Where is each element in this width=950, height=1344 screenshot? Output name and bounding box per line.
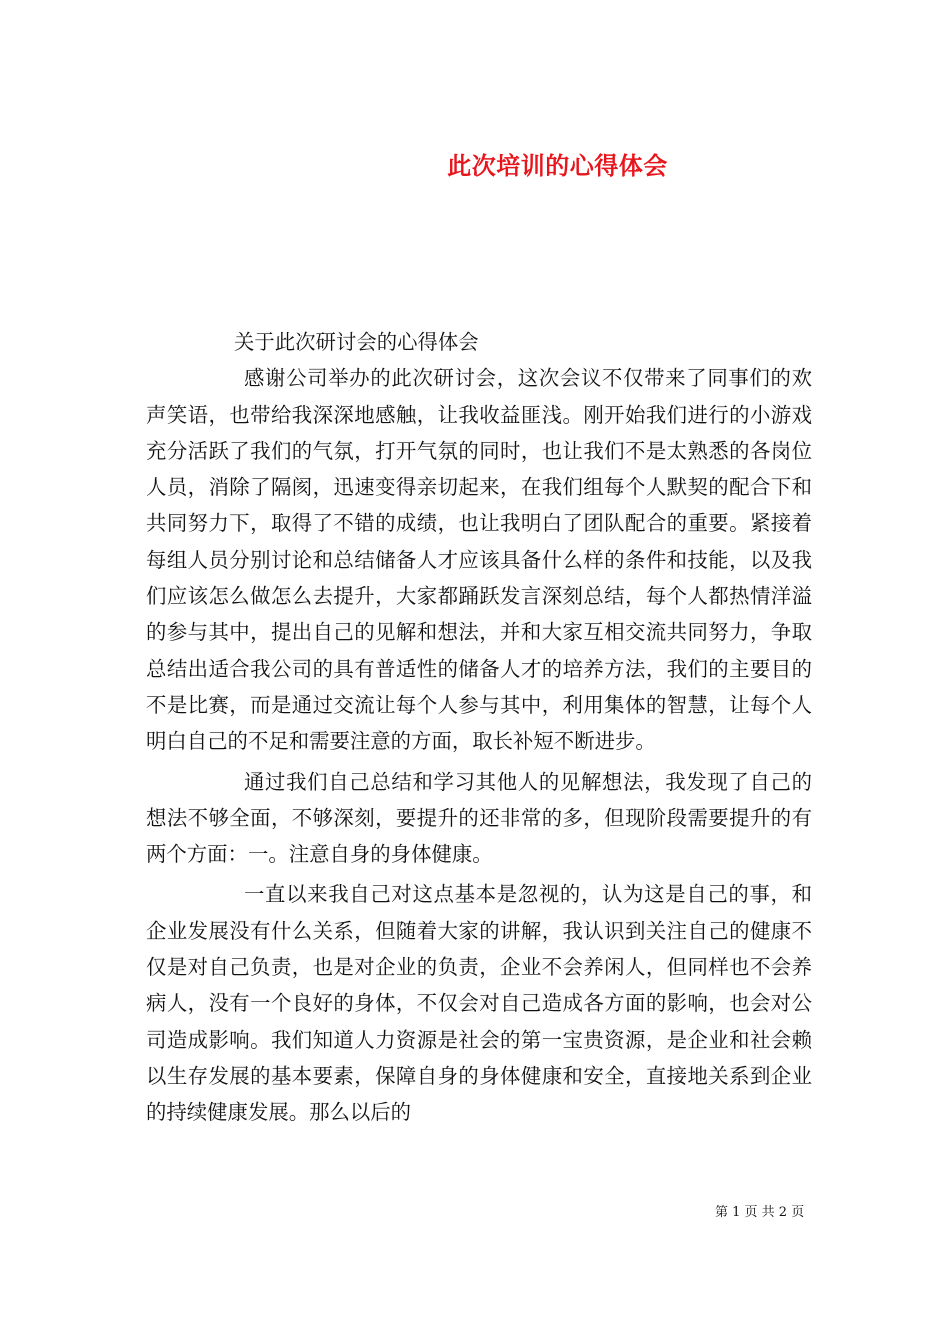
paragraph-2: 通过我们自己总结和学习其他人的见解想法，我发现了自己的想法不够全面，不够深刻，要提升的还非常的多，但现阶段需要提升的有两个方面：一。注意自身的身体健康。 (146, 769, 812, 867)
paragraph-3: 一直以来我自己对这点基本是忽视的，认为这是自己的事，和企业发展没有什么关系，但随着大家的讲解，我认识到关注自己的健康不仅是对自己负责，也是对企业的负责，企业不会养闲人，但同样也不会养病人，没有一个良好的身体，不仅会对自己造成各方面的影响，也会对公司造成影响。我们知道人力资源是社会的第一宝贵资源，是企业和社会赖以生存发展的基本要素，保障自身的身体健康和安全，直接地关系到企业的持续健康发展。那么以后的 (146, 882, 812, 1125)
document-title: 此次培训的心得体会 (447, 151, 668, 181)
paragraph-1: 感谢公司举办的此次研讨会，这次会议不仅带来了同事们的欢声笑语，也带给我深深地感触，让我收益匪浅。刚开始我们进行的小游戏充分活跃了我们的气氛，打开气氛的同时，也让我们不是太熟悉的各岗位人员，消除了隔阂，迅速变得亲切起来，在我们组每个人默契的配合下和共同努力下，取得了不错的成绩，也让我明白了团队配合的重要。紧接着每组人员分别讨论和总结储备人才应该具备什么样的条件和技能，以及我们应该怎么做怎么去提升，大家都踊跃发言深刻总结，每个人都热情洋溢的参与其中，提出自己的见解和想法，并和大家互相交流共同努力，争取总结出适合我公司的具有普适性的储备人才的培养方法，我们的主要目的不是比赛，而是通过交流让每个人参与其中，利用集体的智慧，让每个人明白自己的不足和需要注意的方面，取长补短不断进步。 (146, 366, 812, 754)
document-body (146, 324, 812, 1131)
page-number-footer: 第 1 页 共 2 页 (715, 1205, 805, 1220)
document-subtitle: 关于此次研讨会的心得体会 (234, 330, 479, 354)
